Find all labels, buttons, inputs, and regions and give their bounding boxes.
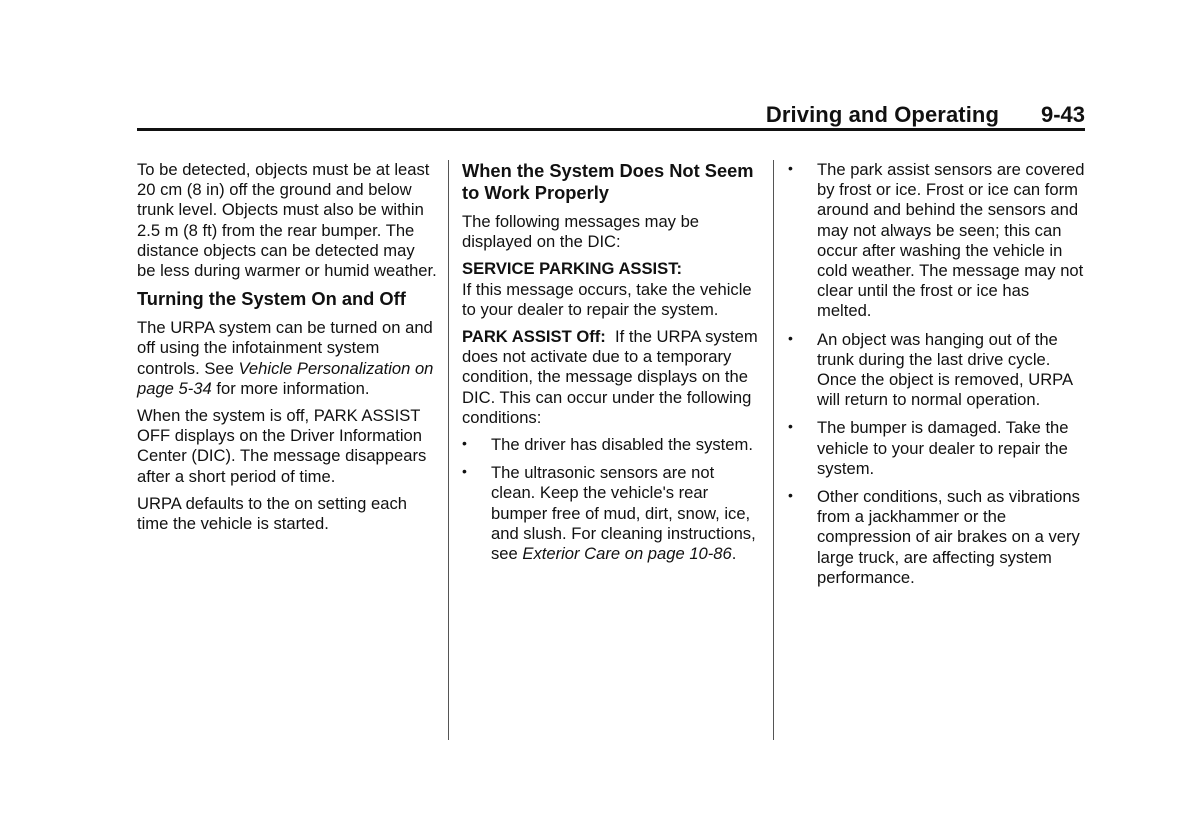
message-entry	[462, 327, 762, 428]
text: An object was hanging out of the trunk during the last drive cycle. Once the object is removed, URPA will return to normal operation.	[817, 329, 1073, 410]
text: Other conditions, such as vibrations from a jackhammer or the compression of air brakes on a very large truck, are affecting system performance.	[817, 487, 1080, 587]
text: The ultrasonic sensors are not clean. Keep the vehicle's rear bumper free of mud, dirt, snow, ice, and slush. For cleaning instructions, see	[491, 463, 756, 564]
page-number: 9-43	[1040, 102, 1085, 127]
column-right	[788, 160, 1088, 596]
bullet-list	[788, 160, 1088, 588]
section-heading: When the System Does Not Seem to Work Properly	[462, 160, 754, 203]
cross-reference-link[interactable]: Vehicle Personalization on page 5-34	[137, 358, 434, 398]
cross-reference-link[interactable]: Exterior Care on page 10-86	[522, 544, 732, 564]
section-heading: Turning the System On and Off	[137, 288, 406, 310]
bullet-icon: •	[788, 329, 793, 346]
text: .	[731, 544, 737, 564]
bullet-icon: •	[788, 160, 793, 176]
column-left	[137, 160, 437, 541]
text: The bumper is damaged. Take the vehicle to your dealer to repair the system.	[817, 418, 1069, 478]
bullet-icon: •	[462, 435, 467, 452]
paragraph: URPA defaults to the on setting each time the vehicle is started.	[137, 493, 407, 534]
text: The URPA system can be turned on and off using the infotainment system controls. See	[137, 318, 433, 378]
column-divider	[448, 160, 449, 740]
bullet-icon: •	[788, 418, 793, 435]
list-item	[788, 418, 1088, 479]
list-item	[462, 463, 762, 564]
paragraph: To be detected, objects must be at least 20 cm (8 in) off the ground and below trunk level. Objects must also be within 2.5 m (8 ft) from the rear bumper. The distance objects can be detected may be less during warmer or humid weather.	[137, 160, 437, 281]
text: for more information.	[211, 378, 370, 398]
column-divider	[773, 160, 774, 740]
paragraph	[137, 318, 437, 399]
list-item	[788, 330, 1088, 411]
paragraph: The following messages may be displayed on the DIC:	[462, 212, 700, 252]
header-rule	[137, 128, 1085, 131]
section-title: Driving and Operating	[765, 102, 999, 127]
message-text: If the URPA system does not activate due to a temporary condition, the message displays on the DIC. This can occur under the following conditions:	[462, 327, 758, 427]
message-label: SERVICE PARKING ASSIST:	[462, 259, 683, 279]
message-text: If this message occurs, take the vehicle to your dealer to repair the system.	[462, 279, 752, 319]
list-item	[788, 487, 1088, 588]
page-header	[137, 96, 1085, 132]
list-item	[462, 435, 762, 455]
text: The park assist sensors are covered by frost or ice. Frost or ice can form around and behind the sensors and may not always be seen; this can occur after washing the vehicle in cold weather. The message may not clear until the frost or ice has melted.	[817, 160, 1085, 321]
text: The driver has disabled the system.	[491, 435, 753, 455]
paragraph: When the system is off, PARK ASSIST OFF displays on the Driver Information Center (DIC). The message disappears after a short period of time.	[137, 406, 427, 486]
list-item	[788, 160, 1088, 322]
bullet-icon: •	[462, 463, 467, 480]
column-middle	[462, 160, 762, 572]
bullet-icon: •	[788, 487, 793, 504]
message-label: PARK ASSIST Off:	[462, 327, 606, 347]
bullet-list	[462, 435, 762, 564]
message-entry	[462, 259, 762, 320]
